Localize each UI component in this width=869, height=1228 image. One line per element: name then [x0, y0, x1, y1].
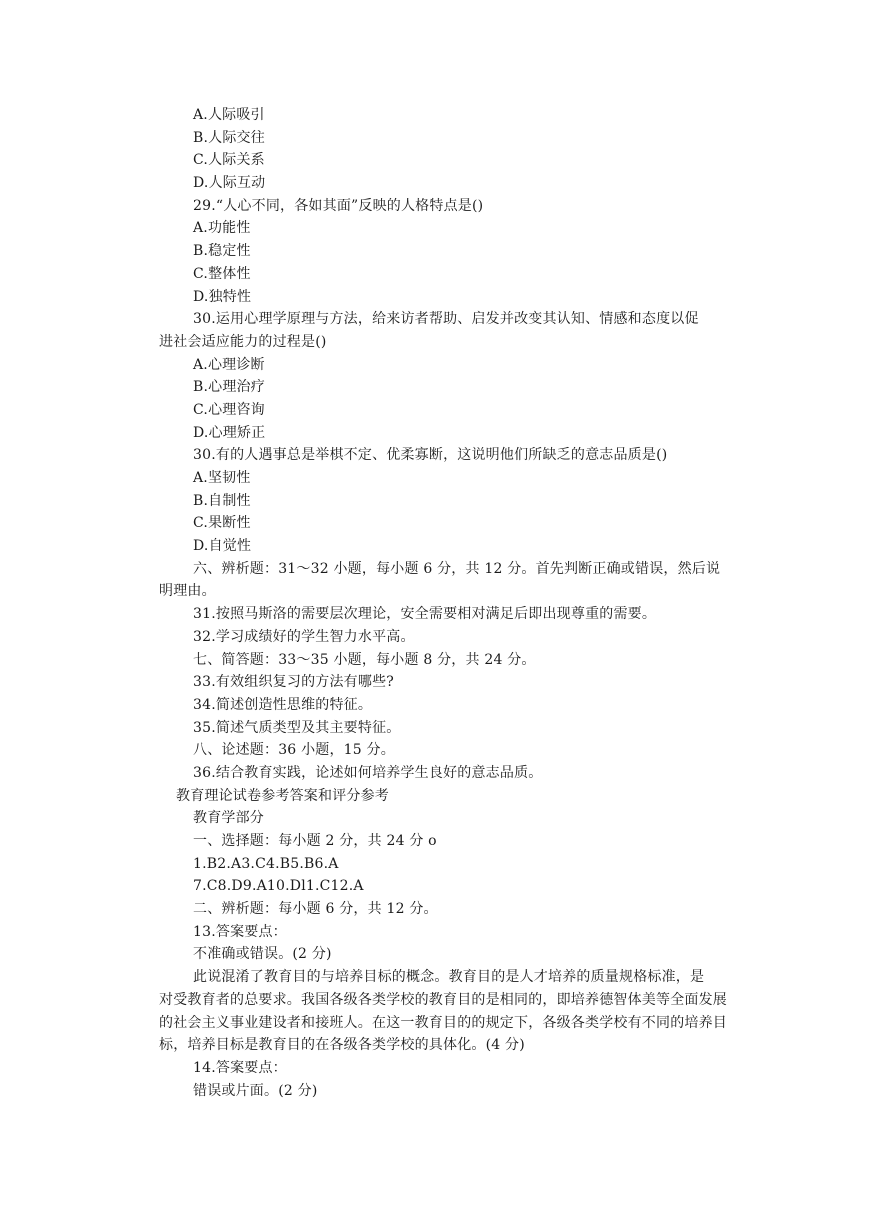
question-line: 30.有的人遇事总是举棋不定、优柔寡断，这说明他们所缺乏的意志品质是(): [193, 447, 668, 464]
answer-line: 1.B2.A3.C4.B5.B6.A: [193, 855, 339, 872]
option-line: B.人际交往: [193, 129, 265, 146]
question-line: 29.“人心不同，各如其面”反映的人格特点是(): [193, 197, 484, 214]
section-heading: 一、选择题：每小题 2 分，共 24 分 o: [193, 833, 437, 849]
section-heading: 六、辨析题：31～32 小题，每小题 6 分，共 12 分。首先判断正确或错误，然后说: [193, 560, 721, 577]
option-line: C.整体性: [193, 265, 251, 282]
document-page: [0, 104, 869, 1102]
answer-key-title: 教育理论试卷参考答案和评分参考: [176, 787, 389, 804]
option-line: A.人际吸引: [193, 107, 265, 123]
question-line: 36.结合教育实践，论述如何培养学生良好的意志品质。: [193, 764, 543, 781]
continuation-line: 标，培养目标是教育目的在各级各类学校的具体化。(4 分): [159, 1037, 525, 1054]
question-line: 35.简述气质类型及其主要特征。: [193, 719, 401, 736]
section-heading: 七、简答题：33～35 小题，每小题 8 分，共 24 分。: [193, 651, 536, 668]
section-heading: 二、辨析题：每小题 6 分，共 12 分。: [193, 901, 438, 918]
option-line: C.果断性: [193, 515, 251, 532]
option-line: B.稳定性: [193, 243, 251, 260]
section-heading: 教育学部分: [193, 810, 264, 827]
paragraph-line: 此说混淆了教育目的与培养目标的概念。教育目的是人才培养的质量规格标准，是: [193, 969, 705, 986]
question-line: 32.学习成绩好的学生智力水平高。: [193, 628, 415, 645]
option-line: C.心理咨询: [193, 401, 265, 418]
continuation-line: 进社会适应能力的过程是(): [159, 333, 327, 350]
option-line: D.自觉性: [193, 538, 252, 555]
answer-line: 不准确或错误。(2 分): [193, 946, 332, 963]
question-line: 34.简述创造性思维的特征。: [193, 696, 373, 713]
option-line: A.心理诊断: [193, 356, 265, 373]
question-line: 33.有效组织复习的方法有哪些?: [193, 674, 394, 691]
option-line: B.心理治疗: [193, 379, 265, 396]
option-line: D.独特性: [193, 288, 252, 305]
answer-line: 错误或片面。(2 分): [193, 1082, 318, 1099]
continuation-line: 明理由。: [159, 583, 216, 600]
option-line: A.坚韧性: [193, 470, 251, 486]
option-line: B.自制性: [193, 492, 251, 509]
question-line: 30.运用心理学原理与方法，给来访者帮助、启发并改变其认知、情感和态度以促: [193, 311, 699, 328]
question-line: 31.按照马斯洛的需要层次理论，安全需要相对满足后即出现尊重的需要。: [193, 606, 657, 623]
answer-line: 14.答案要点：: [193, 1059, 287, 1076]
answer-line: 7.C8.D9.A10.Dl1.C12.A: [193, 878, 364, 895]
option-line: A.功能性: [193, 220, 251, 237]
option-line: D.心理矫正: [193, 424, 266, 441]
answer-line: 13.答案要点：: [193, 923, 287, 940]
continuation-line: 对受教育者的总要求。我国各级各类学校的教育目的是相同的，即培养德智体美等全面发展: [159, 991, 727, 1008]
option-line: D.人际互动: [193, 175, 266, 192]
section-heading: 八、论述题：36 小题，15 分。: [193, 742, 395, 759]
continuation-line: 的社会主义事业建设者和接班人。在这一教育目的的规定下，各级各类学校有不同的培养目: [159, 1014, 727, 1031]
option-line: C.人际关系: [193, 152, 265, 169]
